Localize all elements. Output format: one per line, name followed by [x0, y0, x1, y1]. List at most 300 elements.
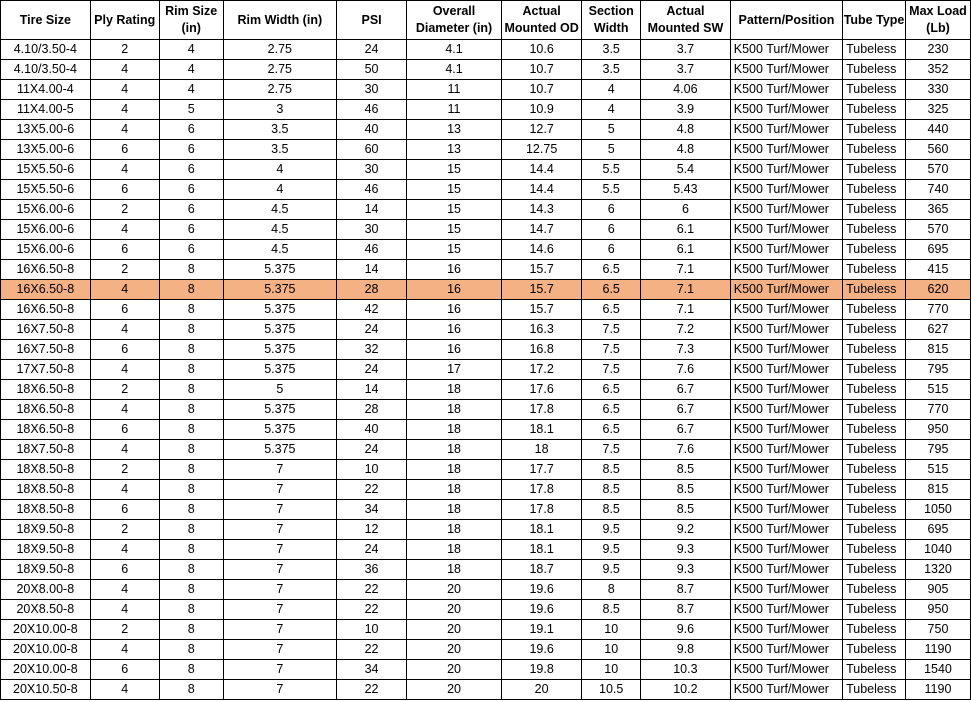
cell-rim-width: 7 [223, 460, 336, 480]
cell-tube-type: Tubeless [843, 640, 906, 660]
cell-max-load: 1540 [905, 660, 970, 680]
cell-overall-diameter: 20 [407, 580, 502, 600]
cell-actual-mounted-sw: 7.3 [641, 340, 731, 360]
cell-overall-diameter: 20 [407, 680, 502, 700]
cell-psi: 34 [337, 660, 407, 680]
cell-ply-rating: 4 [90, 160, 159, 180]
cell-overall-diameter: 18 [407, 440, 502, 460]
cell-rim-width: 5.375 [223, 260, 336, 280]
cell-tire-size: 13X5.00-6 [1, 120, 91, 140]
cell-tube-type: Tubeless [843, 500, 906, 520]
table-row [1, 220, 971, 240]
cell-actual-mounted-od: 18.7 [501, 560, 581, 580]
cell-section-width: 6.5 [582, 280, 641, 300]
cell-actual-mounted-od: 10.6 [501, 40, 581, 60]
cell-actual-mounted-sw: 6 [641, 200, 731, 220]
cell-ply-rating: 6 [90, 660, 159, 680]
cell-pattern-position: K500 Turf/Mower [730, 280, 842, 300]
cell-psi: 22 [337, 640, 407, 660]
cell-pattern-position: K500 Turf/Mower [730, 260, 842, 280]
cell-rim-size: 8 [159, 640, 223, 660]
cell-actual-mounted-od: 16.8 [501, 340, 581, 360]
cell-actual-mounted-sw: 6.7 [641, 380, 731, 400]
cell-overall-diameter: 18 [407, 480, 502, 500]
cell-overall-diameter: 11 [407, 80, 502, 100]
cell-tube-type: Tubeless [843, 200, 906, 220]
cell-actual-mounted-od: 17.2 [501, 360, 581, 380]
cell-rim-size: 8 [159, 680, 223, 700]
table-row [1, 520, 971, 540]
cell-actual-mounted-sw: 10.3 [641, 660, 731, 680]
cell-tire-size: 16X6.50-8 [1, 300, 91, 320]
cell-psi: 42 [337, 300, 407, 320]
table-row [1, 600, 971, 620]
cell-actual-mounted-od: 14.3 [501, 200, 581, 220]
cell-rim-size: 8 [159, 540, 223, 560]
cell-actual-mounted-od: 15.7 [501, 280, 581, 300]
cell-tube-type: Tubeless [843, 540, 906, 560]
table-row [1, 300, 971, 320]
cell-pattern-position: K500 Turf/Mower [730, 540, 842, 560]
cell-overall-diameter: 16 [407, 320, 502, 340]
cell-actual-mounted-od: 17.7 [501, 460, 581, 480]
cell-pattern-position: K500 Turf/Mower [730, 300, 842, 320]
cell-section-width: 8.5 [582, 500, 641, 520]
cell-pattern-position: K500 Turf/Mower [730, 200, 842, 220]
cell-ply-rating: 4 [90, 440, 159, 460]
cell-ply-rating: 4 [90, 600, 159, 620]
cell-rim-size: 8 [159, 460, 223, 480]
cell-overall-diameter: 11 [407, 100, 502, 120]
cell-max-load: 740 [905, 180, 970, 200]
cell-psi: 40 [337, 420, 407, 440]
cell-section-width: 6.5 [582, 420, 641, 440]
header-row [1, 1, 971, 40]
cell-max-load: 560 [905, 140, 970, 160]
table-row [1, 380, 971, 400]
cell-actual-mounted-sw: 8.5 [641, 480, 731, 500]
cell-actual-mounted-od: 20 [501, 680, 581, 700]
cell-rim-width: 5.375 [223, 320, 336, 340]
cell-pattern-position: K500 Turf/Mower [730, 460, 842, 480]
table-row [1, 120, 971, 140]
cell-max-load: 695 [905, 240, 970, 260]
cell-overall-diameter: 18 [407, 380, 502, 400]
cell-tire-size: 15X5.50-6 [1, 160, 91, 180]
cell-section-width: 3.5 [582, 40, 641, 60]
cell-tire-size: 18X9.50-8 [1, 520, 91, 540]
cell-section-width: 3.5 [582, 60, 641, 80]
table-row [1, 400, 971, 420]
cell-max-load: 1050 [905, 500, 970, 520]
cell-section-width: 5 [582, 140, 641, 160]
cell-tire-size: 15X6.00-6 [1, 220, 91, 240]
cell-max-load: 815 [905, 480, 970, 500]
cell-section-width: 6 [582, 200, 641, 220]
cell-overall-diameter: 20 [407, 660, 502, 680]
cell-max-load: 695 [905, 520, 970, 540]
cell-section-width: 9.5 [582, 540, 641, 560]
cell-tire-size: 15X6.00-6 [1, 240, 91, 260]
cell-overall-diameter: 16 [407, 300, 502, 320]
cell-rim-size: 6 [159, 120, 223, 140]
cell-rim-size: 8 [159, 380, 223, 400]
column-header-rim-size: Rim Size (in) [159, 1, 223, 40]
table-row [1, 560, 971, 580]
table-row [1, 420, 971, 440]
cell-rim-width: 5.375 [223, 280, 336, 300]
cell-rim-width: 4.5 [223, 220, 336, 240]
cell-rim-width: 7 [223, 540, 336, 560]
cell-tire-size: 18X6.50-8 [1, 400, 91, 420]
cell-rim-width: 3.5 [223, 120, 336, 140]
cell-section-width: 8.5 [582, 600, 641, 620]
cell-actual-mounted-od: 17.8 [501, 480, 581, 500]
cell-actual-mounted-od: 10.9 [501, 100, 581, 120]
cell-tube-type: Tubeless [843, 300, 906, 320]
cell-rim-width: 7 [223, 620, 336, 640]
cell-actual-mounted-od: 18.1 [501, 420, 581, 440]
cell-rim-size: 8 [159, 340, 223, 360]
cell-rim-width: 7 [223, 600, 336, 620]
column-header-overall-diameter: Overall Diameter (in) [407, 1, 502, 40]
cell-psi: 50 [337, 60, 407, 80]
cell-overall-diameter: 18 [407, 560, 502, 580]
cell-rim-size: 8 [159, 360, 223, 380]
cell-actual-mounted-sw: 5.4 [641, 160, 731, 180]
cell-actual-mounted-od: 18.1 [501, 540, 581, 560]
cell-rim-size: 8 [159, 420, 223, 440]
table-row [1, 640, 971, 660]
cell-actual-mounted-sw: 8.7 [641, 600, 731, 620]
cell-overall-diameter: 18 [407, 500, 502, 520]
table-row-highlighted [1, 280, 971, 300]
cell-actual-mounted-od: 14.7 [501, 220, 581, 240]
column-header-actual-mounted-sw: Actual Mounted SW [641, 1, 731, 40]
cell-tire-size: 4.10/3.50-4 [1, 40, 91, 60]
cell-tire-size: 20X8.00-8 [1, 580, 91, 600]
cell-rim-width: 5.375 [223, 440, 336, 460]
cell-actual-mounted-od: 10.7 [501, 60, 581, 80]
cell-pattern-position: K500 Turf/Mower [730, 480, 842, 500]
cell-tube-type: Tubeless [843, 160, 906, 180]
cell-max-load: 515 [905, 460, 970, 480]
cell-pattern-position: K500 Turf/Mower [730, 60, 842, 80]
cell-actual-mounted-od: 12.7 [501, 120, 581, 140]
cell-ply-rating: 2 [90, 260, 159, 280]
cell-max-load: 365 [905, 200, 970, 220]
cell-section-width: 4 [582, 80, 641, 100]
cell-actual-mounted-od: 15.7 [501, 300, 581, 320]
cell-tire-size: 20X10.50-8 [1, 680, 91, 700]
cell-rim-width: 2.75 [223, 80, 336, 100]
cell-psi: 40 [337, 120, 407, 140]
cell-overall-diameter: 17 [407, 360, 502, 380]
cell-actual-mounted-sw: 5.43 [641, 180, 731, 200]
cell-tube-type: Tubeless [843, 400, 906, 420]
cell-rim-width: 2.75 [223, 40, 336, 60]
table-row [1, 460, 971, 480]
cell-psi: 46 [337, 180, 407, 200]
cell-actual-mounted-od: 10.7 [501, 80, 581, 100]
cell-tube-type: Tubeless [843, 480, 906, 500]
cell-psi: 24 [337, 540, 407, 560]
cell-rim-size: 8 [159, 520, 223, 540]
cell-section-width: 9.5 [582, 520, 641, 540]
cell-section-width: 10.5 [582, 680, 641, 700]
cell-pattern-position: K500 Turf/Mower [730, 320, 842, 340]
cell-tire-size: 13X5.00-6 [1, 140, 91, 160]
cell-ply-rating: 4 [90, 540, 159, 560]
table-row [1, 500, 971, 520]
cell-ply-rating: 6 [90, 180, 159, 200]
cell-pattern-position: K500 Turf/Mower [730, 420, 842, 440]
cell-tube-type: Tubeless [843, 620, 906, 640]
cell-pattern-position: K500 Turf/Mower [730, 160, 842, 180]
cell-overall-diameter: 16 [407, 280, 502, 300]
cell-pattern-position: K500 Turf/Mower [730, 660, 842, 680]
cell-max-load: 795 [905, 360, 970, 380]
cell-actual-mounted-sw: 6.7 [641, 420, 731, 440]
cell-section-width: 6.5 [582, 400, 641, 420]
cell-psi: 14 [337, 200, 407, 220]
cell-psi: 24 [337, 440, 407, 460]
cell-actual-mounted-sw: 7.1 [641, 280, 731, 300]
cell-max-load: 440 [905, 120, 970, 140]
cell-actual-mounted-od: 15.7 [501, 260, 581, 280]
cell-actual-mounted-sw: 9.3 [641, 560, 731, 580]
cell-tube-type: Tubeless [843, 80, 906, 100]
cell-ply-rating: 2 [90, 460, 159, 480]
cell-overall-diameter: 20 [407, 620, 502, 640]
cell-tube-type: Tubeless [843, 420, 906, 440]
cell-max-load: 627 [905, 320, 970, 340]
cell-overall-diameter: 20 [407, 600, 502, 620]
cell-section-width: 7.5 [582, 320, 641, 340]
column-header-psi: PSI [337, 1, 407, 40]
cell-section-width: 8 [582, 580, 641, 600]
cell-rim-width: 5.375 [223, 360, 336, 380]
cell-max-load: 230 [905, 40, 970, 60]
cell-pattern-position: K500 Turf/Mower [730, 40, 842, 60]
cell-tire-size: 16X6.50-8 [1, 260, 91, 280]
cell-tube-type: Tubeless [843, 140, 906, 160]
cell-actual-mounted-sw: 8.7 [641, 580, 731, 600]
cell-tire-size: 4.10/3.50-4 [1, 60, 91, 80]
cell-tire-size: 18X7.50-8 [1, 440, 91, 460]
cell-section-width: 6 [582, 240, 641, 260]
cell-actual-mounted-od: 14.4 [501, 180, 581, 200]
cell-section-width: 5 [582, 120, 641, 140]
cell-actual-mounted-sw: 9.8 [641, 640, 731, 660]
cell-overall-diameter: 15 [407, 240, 502, 260]
cell-tube-type: Tubeless [843, 460, 906, 480]
cell-rim-size: 8 [159, 660, 223, 680]
cell-rim-size: 8 [159, 320, 223, 340]
cell-max-load: 950 [905, 600, 970, 620]
cell-section-width: 8.5 [582, 460, 641, 480]
cell-rim-width: 5.375 [223, 420, 336, 440]
cell-ply-rating: 6 [90, 340, 159, 360]
column-header-pattern-position: Pattern/Position [730, 1, 842, 40]
cell-tire-size: 20X10.00-8 [1, 640, 91, 660]
cell-pattern-position: K500 Turf/Mower [730, 620, 842, 640]
column-header-tire-size: Tire Size [1, 1, 91, 40]
cell-rim-width: 2.75 [223, 60, 336, 80]
cell-rim-size: 6 [159, 180, 223, 200]
cell-ply-rating: 2 [90, 200, 159, 220]
cell-tube-type: Tubeless [843, 180, 906, 200]
cell-actual-mounted-sw: 4.8 [641, 120, 731, 140]
cell-section-width: 7.5 [582, 360, 641, 380]
cell-overall-diameter: 18 [407, 540, 502, 560]
cell-pattern-position: K500 Turf/Mower [730, 640, 842, 660]
cell-psi: 46 [337, 240, 407, 260]
cell-pattern-position: K500 Turf/Mower [730, 500, 842, 520]
column-header-ply-rating: Ply Rating [90, 1, 159, 40]
cell-pattern-position: K500 Turf/Mower [730, 120, 842, 140]
table-row [1, 680, 971, 700]
cell-actual-mounted-sw: 4.8 [641, 140, 731, 160]
cell-rim-size: 8 [159, 580, 223, 600]
cell-rim-size: 8 [159, 260, 223, 280]
cell-overall-diameter: 16 [407, 260, 502, 280]
cell-rim-size: 4 [159, 60, 223, 80]
cell-tire-size: 11X4.00-4 [1, 80, 91, 100]
cell-actual-mounted-sw: 6.1 [641, 240, 731, 260]
cell-ply-rating: 6 [90, 300, 159, 320]
cell-max-load: 1040 [905, 540, 970, 560]
cell-actual-mounted-od: 17.8 [501, 500, 581, 520]
cell-actual-mounted-od: 12.75 [501, 140, 581, 160]
cell-pattern-position: K500 Turf/Mower [730, 240, 842, 260]
cell-max-load: 1320 [905, 560, 970, 580]
cell-tire-size: 18X8.50-8 [1, 500, 91, 520]
cell-rim-size: 5 [159, 100, 223, 120]
cell-max-load: 330 [905, 80, 970, 100]
cell-section-width: 10 [582, 660, 641, 680]
cell-psi: 10 [337, 460, 407, 480]
column-header-max-load: Max Load (Lb) [905, 1, 970, 40]
cell-max-load: 352 [905, 60, 970, 80]
cell-section-width: 5.5 [582, 160, 641, 180]
cell-pattern-position: K500 Turf/Mower [730, 680, 842, 700]
cell-tube-type: Tubeless [843, 60, 906, 80]
cell-section-width: 6.5 [582, 260, 641, 280]
cell-psi: 36 [337, 560, 407, 580]
cell-psi: 24 [337, 360, 407, 380]
table-row [1, 40, 971, 60]
table-row [1, 540, 971, 560]
cell-psi: 22 [337, 600, 407, 620]
cell-tire-size: 18X6.50-8 [1, 380, 91, 400]
cell-actual-mounted-od: 18.1 [501, 520, 581, 540]
cell-overall-diameter: 13 [407, 140, 502, 160]
table-body [1, 40, 971, 700]
cell-tube-type: Tubeless [843, 440, 906, 460]
cell-ply-rating: 4 [90, 580, 159, 600]
cell-psi: 46 [337, 100, 407, 120]
cell-tire-size: 18X6.50-8 [1, 420, 91, 440]
cell-actual-mounted-sw: 6.7 [641, 400, 731, 420]
cell-ply-rating: 2 [90, 520, 159, 540]
cell-actual-mounted-od: 19.1 [501, 620, 581, 640]
cell-tube-type: Tubeless [843, 580, 906, 600]
cell-rim-size: 8 [159, 560, 223, 580]
cell-pattern-position: K500 Turf/Mower [730, 340, 842, 360]
cell-max-load: 620 [905, 280, 970, 300]
cell-pattern-position: K500 Turf/Mower [730, 440, 842, 460]
cell-psi: 32 [337, 340, 407, 360]
cell-overall-diameter: 15 [407, 200, 502, 220]
cell-actual-mounted-od: 14.4 [501, 160, 581, 180]
cell-section-width: 8.5 [582, 480, 641, 500]
cell-tire-size: 15X5.50-6 [1, 180, 91, 200]
cell-tube-type: Tubeless [843, 380, 906, 400]
cell-tire-size: 16X7.50-8 [1, 320, 91, 340]
cell-actual-mounted-od: 14.6 [501, 240, 581, 260]
cell-max-load: 770 [905, 400, 970, 420]
cell-ply-rating: 4 [90, 60, 159, 80]
cell-tube-type: Tubeless [843, 320, 906, 340]
cell-pattern-position: K500 Turf/Mower [730, 140, 842, 160]
cell-tire-size: 20X10.00-8 [1, 660, 91, 680]
cell-actual-mounted-od: 16.3 [501, 320, 581, 340]
cell-ply-rating: 2 [90, 380, 159, 400]
cell-max-load: 570 [905, 220, 970, 240]
cell-pattern-position: K500 Turf/Mower [730, 520, 842, 540]
table-row [1, 480, 971, 500]
cell-actual-mounted-od: 17.8 [501, 400, 581, 420]
cell-max-load: 570 [905, 160, 970, 180]
cell-psi: 34 [337, 500, 407, 520]
cell-pattern-position: K500 Turf/Mower [730, 220, 842, 240]
cell-tire-size: 20X8.50-8 [1, 600, 91, 620]
cell-pattern-position: K500 Turf/Mower [730, 100, 842, 120]
cell-section-width: 4 [582, 100, 641, 120]
cell-actual-mounted-od: 18 [501, 440, 581, 460]
cell-tube-type: Tubeless [843, 600, 906, 620]
cell-rim-width: 5.375 [223, 400, 336, 420]
cell-rim-width: 5.375 [223, 340, 336, 360]
cell-rim-size: 6 [159, 220, 223, 240]
cell-tire-size: 16X7.50-8 [1, 340, 91, 360]
cell-actual-mounted-sw: 9.6 [641, 620, 731, 640]
cell-rim-width: 5.375 [223, 300, 336, 320]
cell-max-load: 815 [905, 340, 970, 360]
cell-overall-diameter: 18 [407, 420, 502, 440]
cell-psi: 28 [337, 400, 407, 420]
cell-max-load: 950 [905, 420, 970, 440]
table-row [1, 660, 971, 680]
table-row [1, 620, 971, 640]
cell-ply-rating: 4 [90, 480, 159, 500]
table-row [1, 140, 971, 160]
cell-rim-size: 8 [159, 500, 223, 520]
cell-actual-mounted-sw: 7.6 [641, 440, 731, 460]
cell-tube-type: Tubeless [843, 260, 906, 280]
cell-tube-type: Tubeless [843, 360, 906, 380]
table-row [1, 320, 971, 340]
cell-max-load: 325 [905, 100, 970, 120]
cell-max-load: 515 [905, 380, 970, 400]
cell-tube-type: Tubeless [843, 560, 906, 580]
table-row [1, 340, 971, 360]
cell-section-width: 5.5 [582, 180, 641, 200]
cell-rim-size: 6 [159, 200, 223, 220]
cell-psi: 30 [337, 80, 407, 100]
cell-tire-size: 15X6.00-6 [1, 200, 91, 220]
